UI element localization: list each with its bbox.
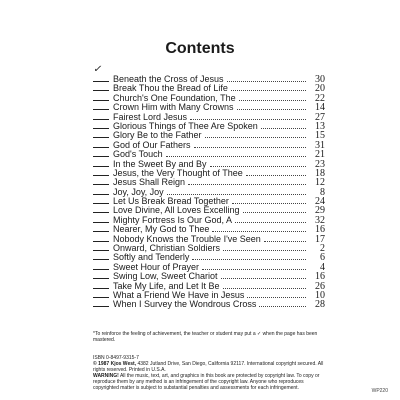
- mastery-checkbox-line: [93, 94, 109, 101]
- mastery-checkbox-line: [93, 150, 109, 157]
- entry-page-number: 21: [315, 149, 325, 161]
- entry-title: When I Survey the Wondrous Cross: [113, 299, 257, 310]
- mastery-checkbox-line: [93, 113, 109, 120]
- dot-leader: [194, 141, 306, 148]
- entry-page-number: 23: [315, 158, 325, 170]
- mastery-checkbox-line: [93, 216, 109, 223]
- dot-leader: [188, 178, 306, 185]
- entry-title: Break Thou the Bread of Life: [113, 83, 228, 94]
- dot-leader: [227, 75, 306, 82]
- entry-title: Glorious Things of Thee Are Spoken: [113, 120, 258, 131]
- mastery-checkbox-line: [93, 141, 109, 148]
- entry-page-number: 30: [315, 74, 325, 85]
- entry-title: God's Touch: [113, 149, 163, 160]
- mastery-checkbox-line: [93, 291, 109, 298]
- dot-leader: [264, 235, 306, 242]
- copyright-block: [93, 355, 325, 391]
- entry-page-number: 15: [315, 130, 325, 142]
- mastery-checkbox-line: [93, 160, 109, 167]
- entry-page-number: 4: [320, 261, 325, 273]
- dot-leader: [205, 131, 306, 138]
- entry-title: Nearer, My God to Thee: [113, 224, 210, 235]
- mastery-note: *To reinforce the feeling of achievement, the teacher or student may put a ✓ when the page has been mastered.: [93, 331, 318, 343]
- mastery-checkbox-line: [93, 169, 109, 176]
- entry-page-number: 27: [315, 111, 325, 123]
- entry-title: What a Friend We Have in Jesus: [113, 289, 245, 300]
- entry-title: Let Us Break Bread Together: [113, 196, 229, 207]
- entry-title: Take My Life, and Let It Be: [113, 280, 220, 291]
- entry-page-number: 26: [315, 280, 325, 292]
- entry-page-number: 16: [315, 224, 325, 236]
- page-title: Contents: [165, 40, 235, 57]
- entry-title: Glory Be to the Father: [113, 130, 202, 141]
- contents-entry: [93, 300, 325, 309]
- mastery-checkbox-line: [93, 244, 109, 251]
- mastery-checkbox-line: [93, 75, 109, 82]
- contents-list: [93, 75, 325, 310]
- dot-leader: [243, 206, 306, 213]
- dot-leader: [212, 225, 306, 232]
- entry-title: Love Divine, All Loves Excelling: [113, 205, 240, 216]
- entry-title: In the Sweet By and By: [113, 158, 207, 169]
- mastery-checkbox-line: [93, 253, 109, 260]
- copyright-holder: © 1987 Kjos West,: [93, 361, 137, 367]
- entry-title: Joy, Joy, Joy: [113, 186, 164, 197]
- mastery-checkbox-line: [93, 225, 109, 232]
- dot-leader: [190, 113, 306, 120]
- mastery-checkbox-line: [93, 272, 109, 279]
- entry-page-number: 20: [315, 83, 325, 95]
- entry-title: Softly and Tenderly: [113, 252, 190, 263]
- mastery-checkbox-line: [93, 84, 109, 91]
- check-mark-icon: ✓: [93, 64, 102, 75]
- entry-page-number: 28: [315, 299, 325, 311]
- mastery-checkbox-line: [93, 131, 109, 138]
- entry-page-number: 17: [315, 233, 325, 245]
- mastery-checkbox-line: [93, 188, 109, 195]
- catalog-number: WP220: [371, 388, 388, 394]
- dot-leader: [166, 150, 306, 157]
- entry-title: Jesus, the Very Thought of Thee: [113, 167, 243, 178]
- dot-leader: [221, 272, 306, 279]
- entry-page-number: 24: [315, 196, 325, 208]
- mastery-checkbox-line: [93, 178, 109, 185]
- mastery-checkbox-line: [93, 282, 109, 289]
- isbn: ISBN 0-8497-9315-7: [93, 355, 139, 361]
- mastery-checkbox-line: [93, 122, 109, 129]
- mastery-checkbox-line: [93, 235, 109, 242]
- dot-leader: [231, 84, 306, 91]
- entry-title: Sweet Hour of Prayer: [113, 261, 200, 272]
- dot-leader: [167, 188, 306, 195]
- warning-text: All the music, text, art, and graphics in this book are protected by copyright law. To copy or reproduce them by any method is an infringement of the copyright law. Anyone who reproduces copyrighted matter is subject to substantial penalties and assessments for each infringement.: [93, 373, 320, 391]
- entry-page-number: 12: [315, 177, 325, 189]
- dot-leader: [261, 122, 306, 129]
- entry-title: Swing Low, Sweet Chariot: [113, 271, 218, 282]
- dot-leader: [210, 160, 306, 167]
- mastery-checkbox-line: [93, 103, 109, 110]
- entry-page-number: 32: [315, 214, 325, 226]
- entry-page-number: 14: [315, 102, 325, 114]
- mastery-checkbox-line: [93, 197, 109, 204]
- copyright-line: [93, 361, 325, 373]
- entry-page-number: 18: [315, 167, 325, 179]
- entry-page-number: 31: [315, 139, 325, 151]
- entry-page-number: 6: [320, 252, 325, 264]
- entry-title: Crown Him with Many Crowns: [113, 102, 234, 113]
- entry-title: Jesus Shall Reign: [113, 177, 186, 188]
- dot-leader: [237, 103, 306, 110]
- entry-title: Nobody Knows the Trouble I've Seen: [113, 233, 261, 244]
- entry-page-number: 8: [320, 186, 325, 198]
- dot-leader: [239, 94, 306, 101]
- dot-leader: [192, 253, 306, 260]
- copyright-text: 4382 Jutland Drive, San Diego, California 92117. International copyright secured. All rights reserved. Printed in U.S.A.: [93, 361, 324, 373]
- warning-line: [93, 373, 325, 391]
- entry-title: God of Our Fathers: [113, 139, 191, 150]
- dot-leader: [223, 282, 306, 289]
- dot-leader: [232, 197, 306, 204]
- mastery-checkbox-line: [93, 263, 109, 270]
- dot-leader: [246, 169, 306, 176]
- entry-title: Fairest Lord Jesus: [113, 111, 188, 122]
- entry-page-number: 13: [315, 120, 325, 132]
- entry-title: Mighty Fortress Is Our God, A: [113, 214, 233, 225]
- dot-leader: [223, 244, 306, 251]
- entry-page-number: 10: [315, 289, 325, 301]
- entry-title: Onward, Christian Soldiers: [113, 243, 221, 254]
- dot-leader: [247, 291, 306, 298]
- warning-label: WARNING!: [93, 373, 119, 379]
- dot-leader: [235, 216, 306, 223]
- mastery-checkbox-line: [93, 206, 109, 213]
- dot-leader: [259, 300, 306, 307]
- entry-page-number: 22: [315, 92, 325, 104]
- mastery-checkbox-line: [93, 300, 109, 307]
- entry-title: Church's One Foundation, The: [113, 92, 236, 103]
- entry-title: Beneath the Cross of Jesus: [113, 74, 224, 84]
- entry-page-number: 16: [315, 271, 325, 283]
- dot-leader: [202, 263, 306, 270]
- entry-page-number: 2: [320, 243, 325, 255]
- entry-page-number: 29: [315, 205, 325, 217]
